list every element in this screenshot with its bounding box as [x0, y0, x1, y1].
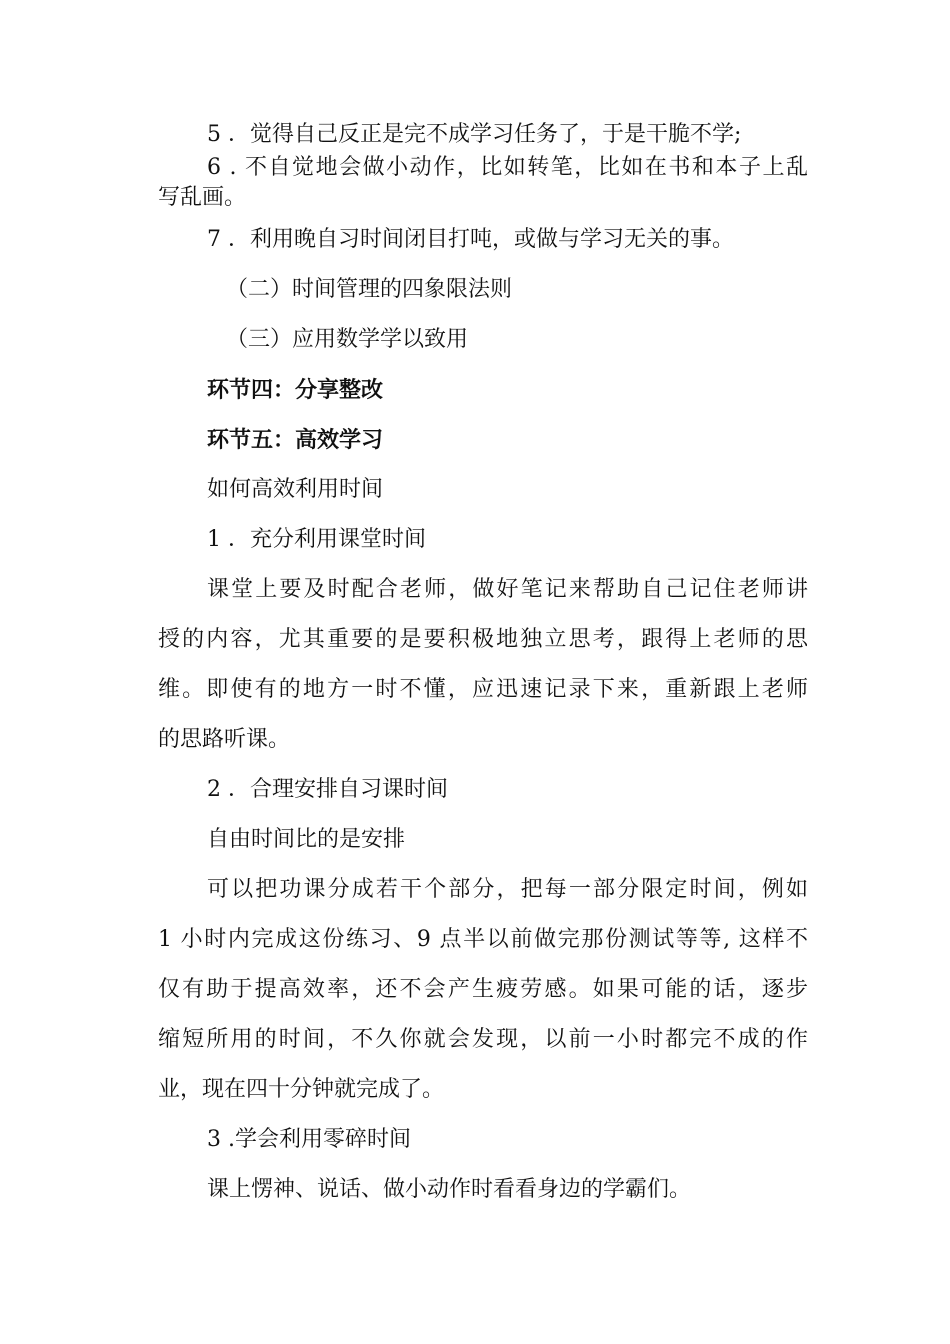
point-2-heading: 2 ．合理安排自习课时间 — [207, 777, 448, 802]
paragraph-2-line-1: 可以把功课分成若干个部分，把每一部分限定时间，例如 — [207, 877, 808, 902]
stage-five-heading: 环节五：高效学习 — [207, 427, 384, 453]
section-heading-math: （三）应用数学学以致用 — [226, 327, 469, 352]
paragraph-2-line-2: 1 小时内完成这份练习、9 点半以前做完那份测试等等, 这样不 — [158, 927, 808, 952]
paragraph-1-line-4: 的思路听课。 — [158, 727, 291, 752]
paragraph-2-line-4: 缩短所用的时间，不久你就会发现，以前一小时都完不成的作 — [158, 1027, 808, 1052]
point-1-heading: 1 ．充分利用课堂时间 — [207, 527, 426, 552]
list-item-7: 7 ．利用晚自习时间闭目打吨，或做与学习无关的事。 — [207, 227, 734, 252]
stage-four-heading: 环节四：分享整改 — [207, 377, 384, 403]
paragraph-1-line-1: 课堂上要及时配合老师，做好笔记来帮助自己记住老师讲 — [207, 577, 808, 602]
paragraph-2-line-5: 业，现在四十分钟就完成了。 — [158, 1077, 445, 1102]
paragraph-2-line-3: 仅有助于提高效率，还不会产生疲劳感。如果可能的话，逐步 — [158, 977, 808, 1002]
paragraph-3-line-1: 课上愣神、说话、做小动作时看看身边的学霸们。 — [207, 1177, 692, 1202]
list-item-6-continuation: 写乱画。 — [158, 185, 247, 210]
list-item-6: 6 . 不自觉地会做小动作，比如转笔，比如在书和本子上乱 — [207, 155, 808, 180]
point-2-subheading: 自由时间比的是安排 — [207, 827, 406, 852]
paragraph-1-line-2: 授的内容，尤其重要的是要积极地独立思考，跟得上老师的思 — [158, 627, 808, 652]
point-3-heading: 3 .学会利用零碎时间 — [207, 1127, 411, 1152]
subheading-time-use: 如何高效利用时间 — [207, 477, 384, 502]
section-heading-quadrant: （二）时间管理的四象限法则 — [226, 277, 513, 302]
paragraph-1-line-3: 维。即使有的地方一时不懂，应迅速记录下来，重新跟上老师 — [158, 677, 808, 702]
list-item-5: 5 ．觉得自己反正是完不成学习任务了，于是干脆不学; — [207, 122, 742, 147]
